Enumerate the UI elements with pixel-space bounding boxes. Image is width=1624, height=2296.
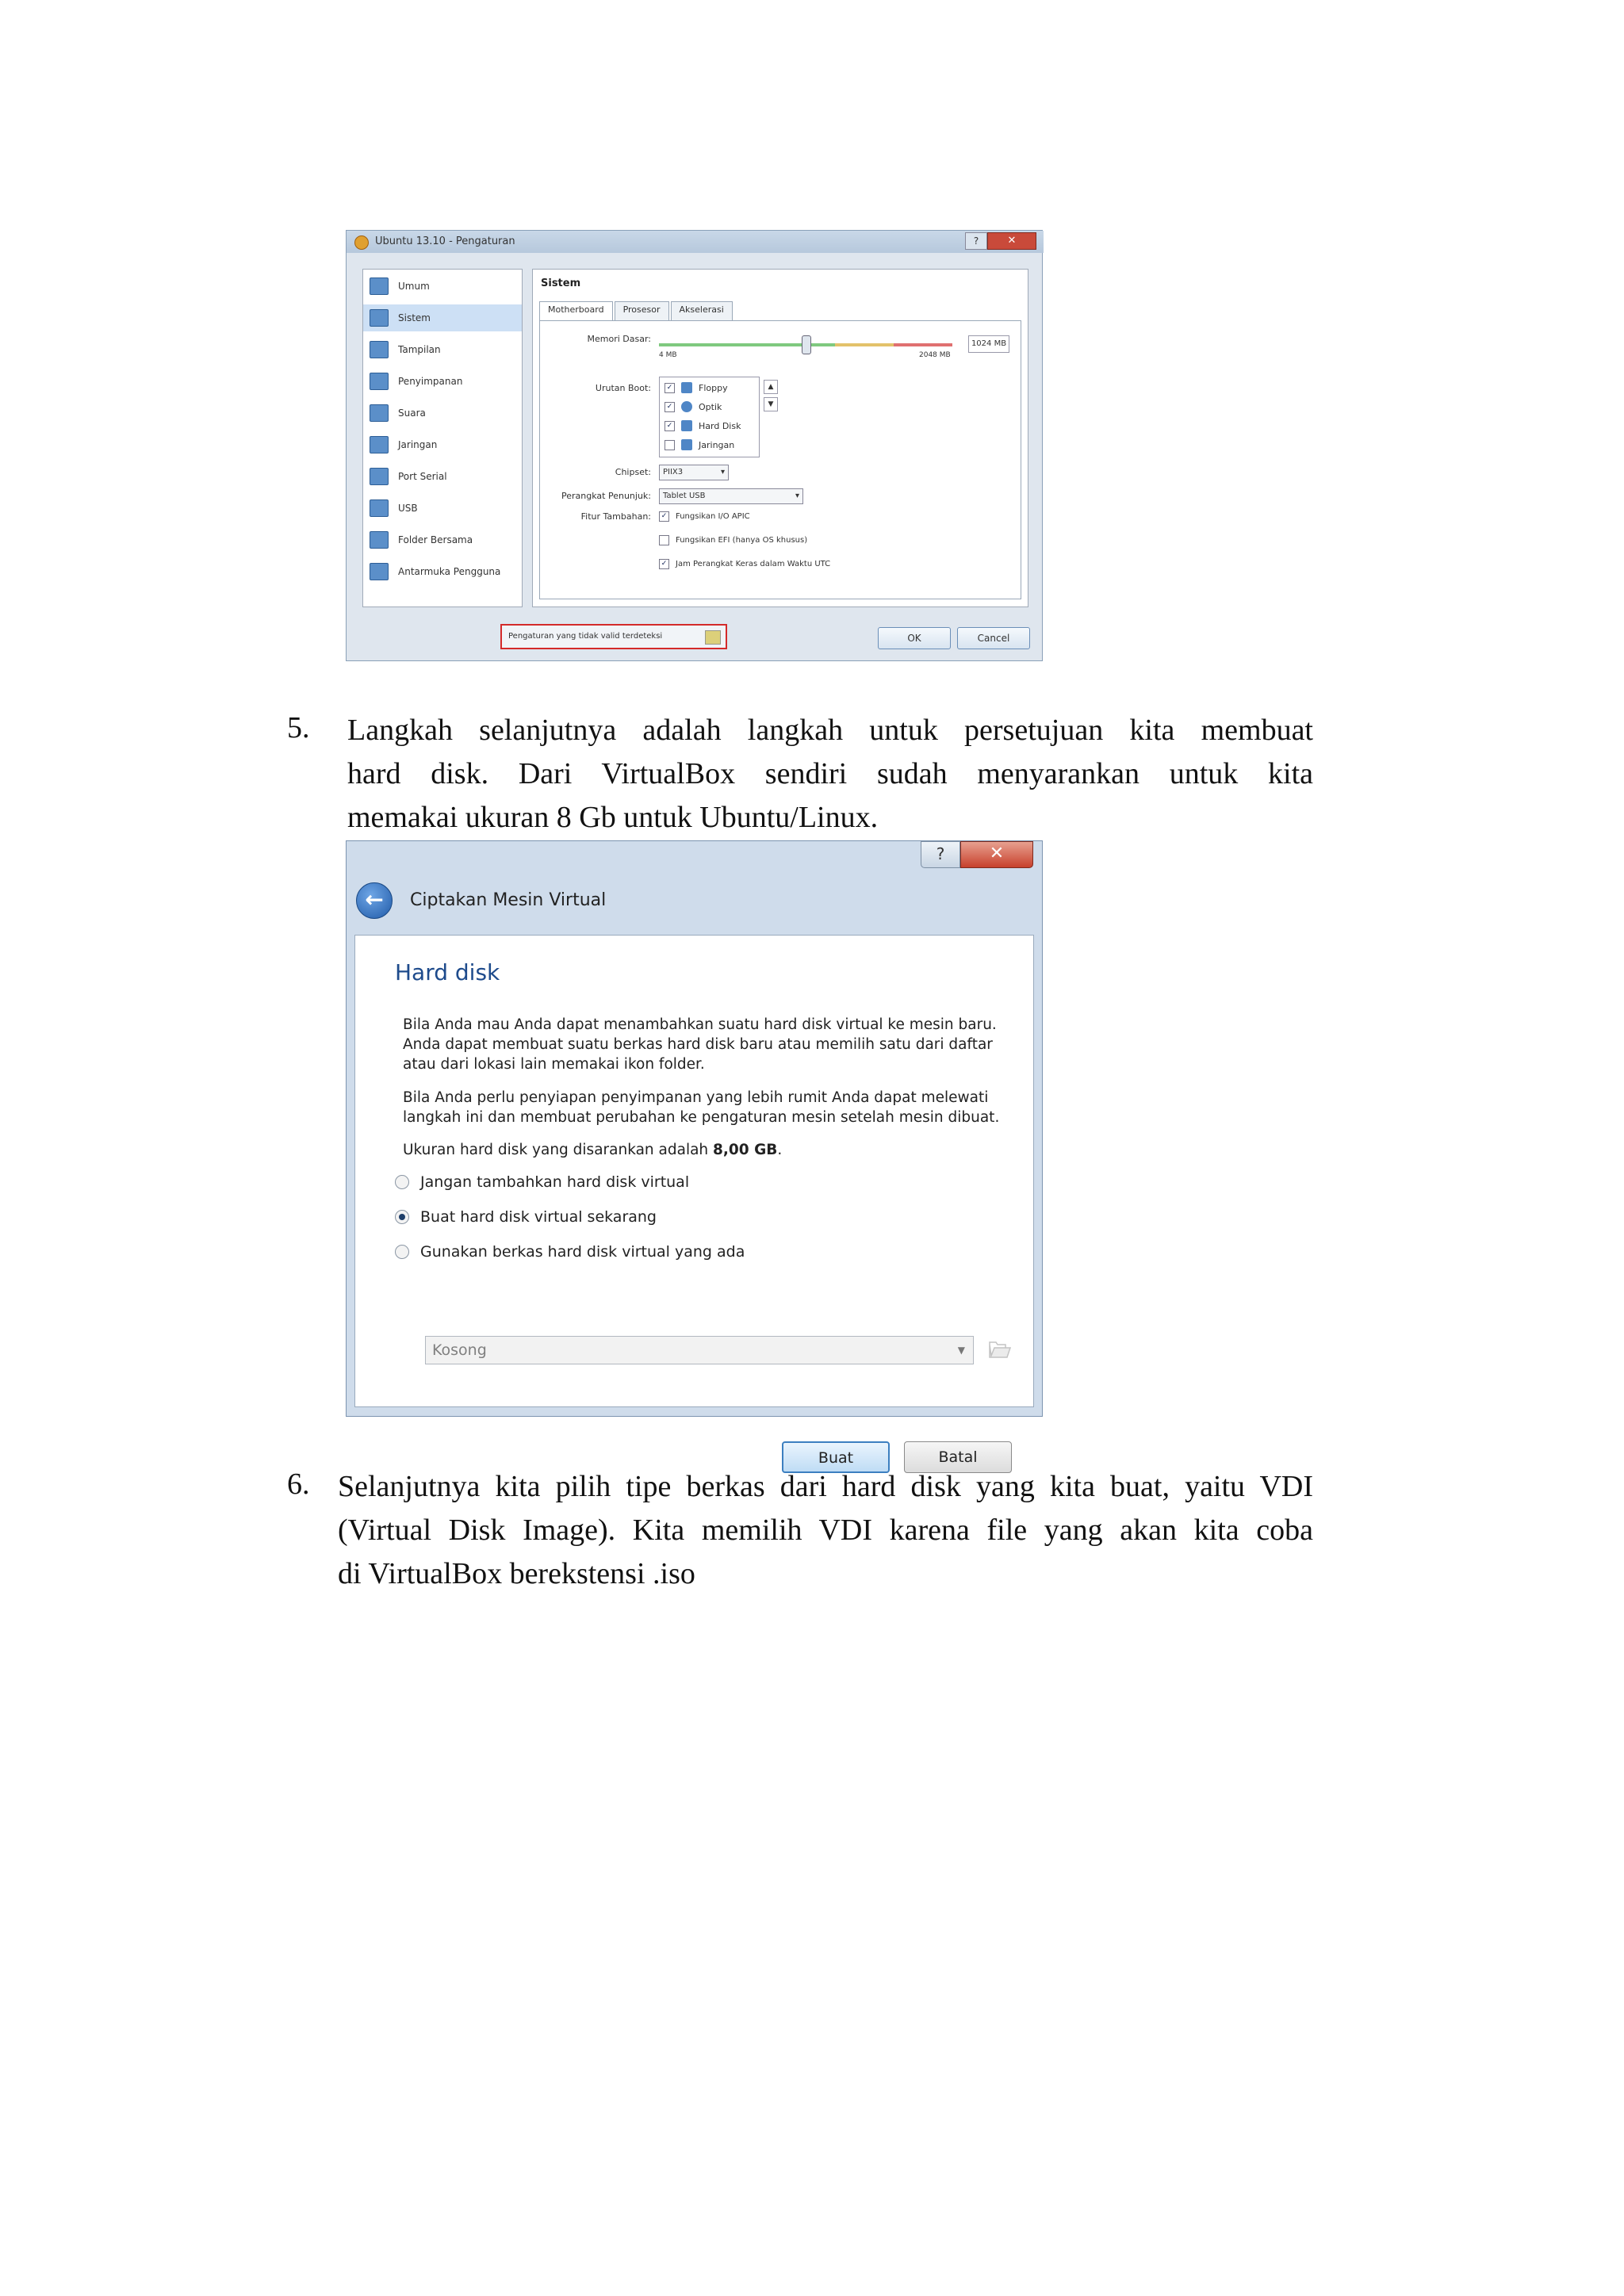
invalid-settings-warning[interactable] xyxy=(500,624,727,649)
sidebar-item-sistem[interactable] xyxy=(363,304,522,331)
boot-checkbox[interactable]: ✓ xyxy=(665,383,675,393)
virtualbox-app-icon xyxy=(354,235,369,250)
option-no-hard-disk[interactable] xyxy=(395,1173,689,1191)
sidebar-item-penyimpanan[interactable] xyxy=(363,368,522,395)
option-label: Gunakan berkas hard disk virtual yang ada xyxy=(420,1243,745,1261)
panel-title: Sistem xyxy=(541,277,581,289)
recommended-suffix: . xyxy=(777,1142,783,1158)
tab-prosesor[interactable]: Prosesor xyxy=(615,301,669,320)
warning-text: Pengaturan yang tidak valid terdeteksi xyxy=(508,632,663,641)
step-5-number: 5. xyxy=(287,711,310,744)
sidebar-item-antarmuka-pengguna[interactable] xyxy=(363,558,522,585)
sidebar-item-port-serial[interactable] xyxy=(363,463,522,490)
tab-motherboard[interactable]: Motherboard xyxy=(539,301,613,320)
sidebar-item-jaringan[interactable] xyxy=(363,431,522,458)
sidebar-item-tampilan[interactable] xyxy=(363,336,522,363)
floppy-icon xyxy=(681,382,692,393)
step-5-line: hard disk. Dari VirtualBox sendiri sudah menyarankan untuk kita xyxy=(347,757,1313,790)
option-label: Buat hard disk virtual sekarang xyxy=(420,1208,657,1226)
help-button[interactable]: ? xyxy=(965,232,987,250)
existing-disk-value: Kosong xyxy=(432,1341,487,1359)
intro-paragraph xyxy=(403,1015,1005,1074)
sidebar-item-label: Umum xyxy=(398,281,430,292)
sidebar-item-label: Folder Bersama xyxy=(398,534,473,545)
paragraph-line: Bila Anda mau Anda dapat menambahkan suatu hard disk virtual ke mesin baru. xyxy=(403,1016,997,1033)
feature-label: Fungsikan EFI (hanya OS khusus) xyxy=(676,536,808,545)
boot-checkbox[interactable]: ✓ xyxy=(665,421,675,431)
option-label: Jangan tambahkan hard disk virtual xyxy=(420,1173,690,1191)
boot-order-list xyxy=(659,377,760,457)
boot-item-hard-disk[interactable] xyxy=(665,417,741,434)
wizard-content xyxy=(354,935,1034,1467)
back-arrow-icon[interactable]: ← xyxy=(356,882,393,919)
folder-icon[interactable] xyxy=(988,1338,1012,1360)
create-button[interactable]: Buat xyxy=(782,1441,890,1473)
option-use-existing-hard-disk[interactable] xyxy=(395,1243,745,1261)
radio-button[interactable] xyxy=(395,1245,409,1259)
create-vm-screenshot xyxy=(346,840,1043,1467)
feature-efi[interactable] xyxy=(659,535,807,545)
radio-button[interactable] xyxy=(395,1175,409,1189)
memory-spinbox[interactable]: 1024 MB xyxy=(968,335,1009,353)
recommended-size-text xyxy=(403,1140,1005,1160)
usb-icon xyxy=(370,499,389,517)
settings-panel xyxy=(532,269,1028,607)
network-icon xyxy=(370,436,389,453)
hard-disk-icon xyxy=(681,420,692,431)
feature-checkbox[interactable]: ✓ xyxy=(659,559,669,569)
feature-io-apic[interactable] xyxy=(659,511,750,522)
extended-features-label: Fitur Tambahan: xyxy=(580,511,651,522)
sidebar-item-label: Suara xyxy=(398,408,426,419)
feature-checkbox[interactable]: ✓ xyxy=(659,511,669,522)
memory-min-label: 4 MB xyxy=(659,351,677,359)
chipset-select[interactable] xyxy=(659,465,729,480)
step-6-line: di VirtualBox berekstensi .iso xyxy=(338,1557,695,1590)
paragraph-line: langkah ini dan membuat perubahan ke pengaturan mesin setelah mesin dibuat. xyxy=(403,1109,1000,1126)
feature-checkbox[interactable] xyxy=(659,535,669,545)
serial-port-icon xyxy=(370,468,389,485)
sidebar-item-label: Tampilan xyxy=(398,344,441,355)
boot-item-jaringan[interactable] xyxy=(665,436,734,453)
recommended-prefix: Ukuran hard disk yang disarankan adalah xyxy=(403,1142,714,1158)
feature-label: Fungsikan I/O APIC xyxy=(676,512,750,521)
settings-tabs xyxy=(539,301,734,320)
settings-screenshot xyxy=(346,230,1043,661)
cancel-button[interactable]: Cancel xyxy=(957,627,1030,649)
existing-disk-select[interactable] xyxy=(425,1336,974,1364)
sidebar-item-label: USB xyxy=(398,503,418,514)
sidebar-item-label: Penyimpanan xyxy=(398,376,463,387)
step-6-paragraph xyxy=(338,1465,1313,1596)
network-icon xyxy=(681,439,692,450)
move-down-button[interactable]: ▼ xyxy=(764,397,778,411)
sidebar-item-umum[interactable] xyxy=(363,273,522,300)
option-create-hard-disk[interactable] xyxy=(395,1208,657,1226)
memory-slider-handle[interactable] xyxy=(802,335,811,354)
memory-max-label: 2048 MB xyxy=(919,351,951,359)
chevron-down-icon: ▾ xyxy=(795,492,799,500)
recommended-size: 8,00 GB xyxy=(713,1142,778,1158)
warning-icon xyxy=(705,630,721,645)
paragraph-line: Anda dapat membuat suatu berkas hard disk baru atau memilih satu dari daftar xyxy=(403,1036,993,1053)
settings-window-title: Ubuntu 13.10 - Pengaturan xyxy=(375,235,515,247)
settings-sidebar xyxy=(362,269,523,607)
memory-label: Memori Dasar: xyxy=(587,334,651,344)
boot-item-label: Floppy xyxy=(699,382,728,393)
boot-item-label: Hard Disk xyxy=(699,420,741,431)
radio-button[interactable] xyxy=(395,1210,409,1224)
sidebar-item-label: Jaringan xyxy=(398,439,438,450)
step-6-line: (Virtual Disk Image). Kita memilih VDI karena file yang akan kita coba xyxy=(338,1513,1313,1547)
chevron-down-icon: ▾ xyxy=(720,468,725,476)
pointing-device-select[interactable] xyxy=(659,488,803,504)
system-icon xyxy=(370,309,389,327)
boot-checkbox[interactable]: ✓ xyxy=(665,402,675,412)
close-button[interactable]: ✕ xyxy=(987,232,1036,250)
user-interface-icon xyxy=(370,563,389,580)
shared-folder-icon xyxy=(370,531,389,549)
display-icon xyxy=(370,341,389,358)
step-5-line: Langkah selanjutnya adalah langkah untuk persetujuan kita membuat xyxy=(347,714,1313,747)
sidebar-item-usb[interactable] xyxy=(363,495,522,522)
chevron-down-icon: ▼ xyxy=(957,1345,965,1356)
feature-label: Jam Perangkat Keras dalam Waktu UTC xyxy=(676,560,831,568)
step-6-line: Selanjutnya kita pilih tipe berkas dari hard disk yang kita buat, yaitu VDI xyxy=(338,1470,1313,1503)
motherboard-tab-body xyxy=(539,320,1021,599)
close-button[interactable]: ✕ xyxy=(960,841,1033,868)
chipset-value: PIIX3 xyxy=(663,468,684,476)
ok-button[interactable]: OK xyxy=(878,627,951,649)
cancel-button[interactable]: Batal xyxy=(904,1441,1012,1473)
boot-item-floppy[interactable] xyxy=(665,379,728,396)
boot-item-label: Jaringan xyxy=(699,439,735,450)
sidebar-item-label: Port Serial xyxy=(398,471,447,482)
paragraph-line: atau dari lokasi lain memakai ikon folder. xyxy=(403,1056,705,1073)
step-6-number: 6. xyxy=(287,1468,310,1501)
help-button[interactable]: ? xyxy=(921,841,960,868)
sidebar-item-folder-bersama[interactable] xyxy=(363,526,522,553)
boot-item-label: Optik xyxy=(699,401,722,412)
move-up-button[interactable]: ▲ xyxy=(764,380,778,394)
storage-icon xyxy=(370,373,389,390)
sidebar-item-suara[interactable] xyxy=(363,400,522,427)
boot-item-optik[interactable] xyxy=(665,398,722,415)
tab-akselerasi[interactable]: Akselerasi xyxy=(671,301,733,320)
audio-icon xyxy=(370,404,389,422)
wizard-title: Ciptakan Mesin Virtual xyxy=(410,890,607,910)
paragraph-line: Bila Anda perlu penyiapan penyimpanan yang lebih rumit Anda dapat melewati xyxy=(403,1089,989,1106)
pointing-device-label: Perangkat Penunjuk: xyxy=(561,491,651,501)
step-5-line: memakai ukuran 8 Gb untuk Ubuntu/Linux. xyxy=(347,801,879,834)
boot-checkbox[interactable] xyxy=(665,440,675,450)
page-title: Hard disk xyxy=(395,959,500,985)
boot-order-label: Urutan Boot: xyxy=(595,383,651,393)
optical-disc-icon xyxy=(681,401,692,412)
general-icon xyxy=(370,277,389,295)
sidebar-item-label: Antarmuka Pengguna xyxy=(398,566,501,577)
step-5-paragraph xyxy=(347,709,1313,840)
feature-utc-clock[interactable] xyxy=(659,559,830,569)
sidebar-item-label: Sistem xyxy=(398,312,431,323)
chipset-label: Chipset: xyxy=(615,467,651,477)
advanced-paragraph xyxy=(403,1088,1005,1127)
pointing-device-value: Tablet USB xyxy=(663,492,706,500)
